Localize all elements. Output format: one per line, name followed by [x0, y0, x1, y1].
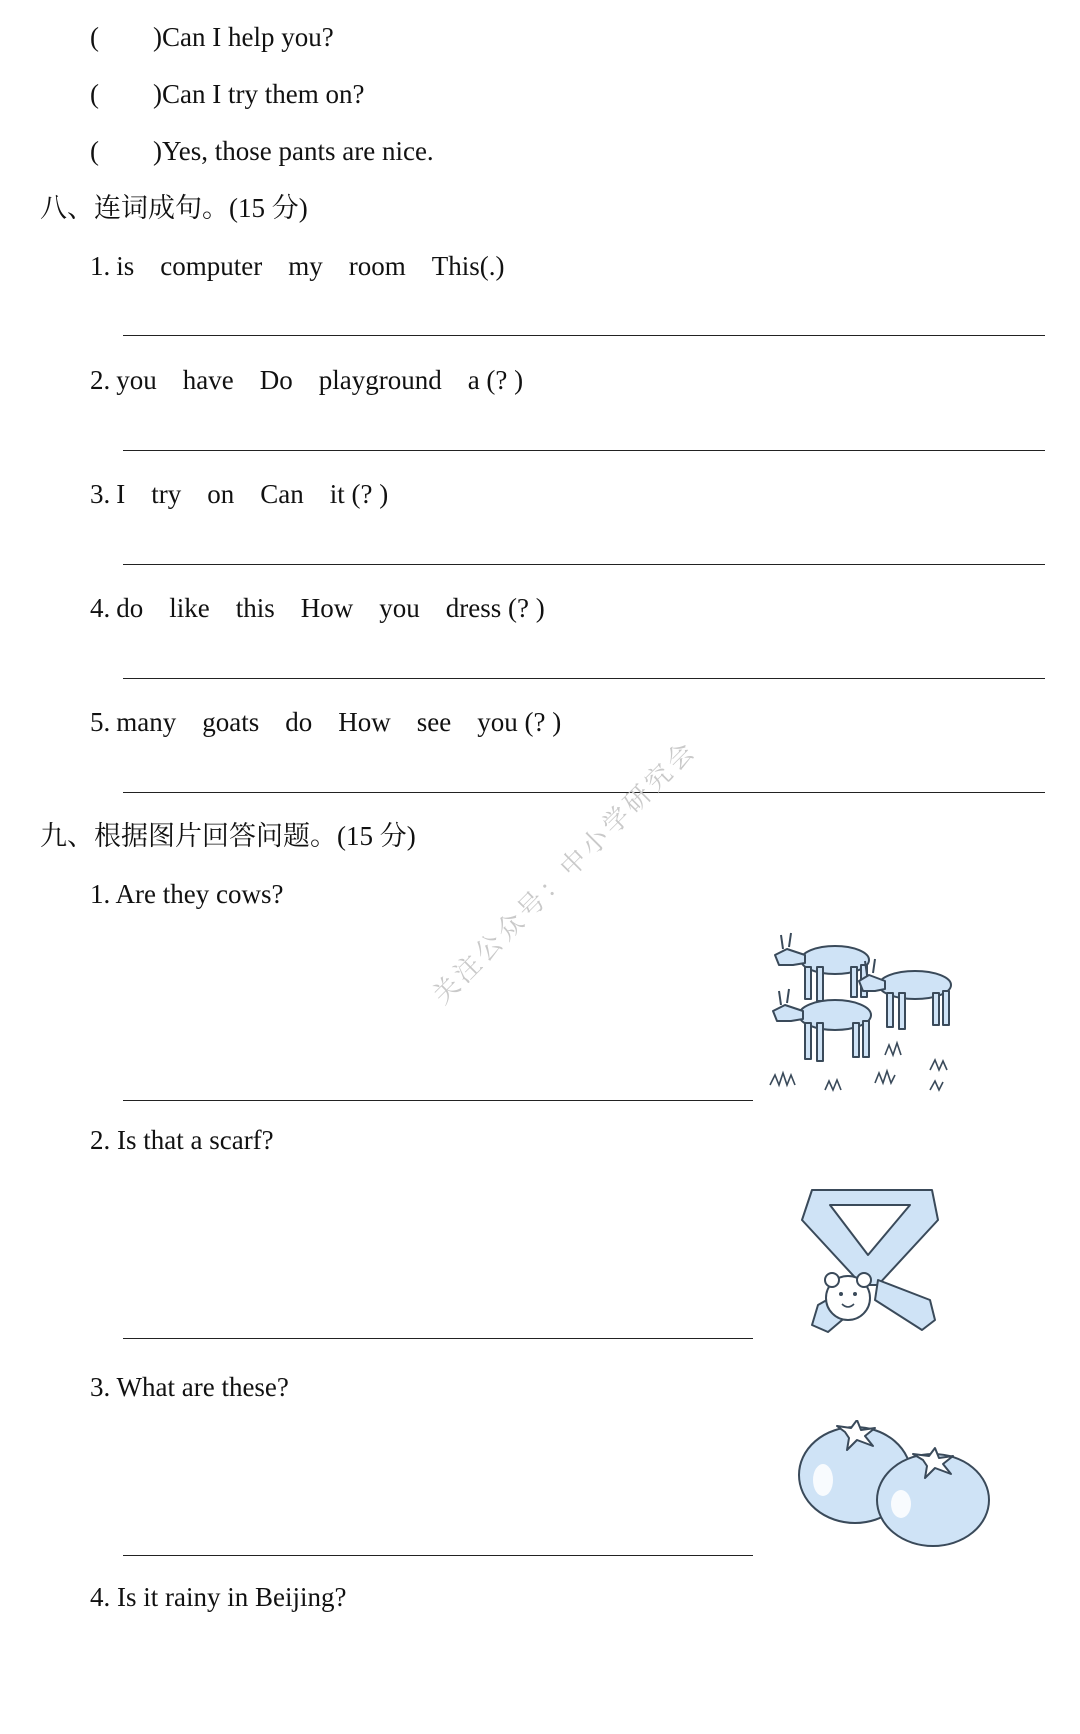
sentence-item-2: 2. you have Do playground a (? ) [90, 365, 524, 395]
match-item-1: ( )Can I help you? [90, 22, 334, 52]
scarf-illustration [790, 1180, 950, 1350]
section-8-title: 八、连词成句。(15 分) [40, 193, 308, 223]
sentence-item-1: 1. is computer my room This(.) [90, 251, 505, 281]
answer-line-2[interactable] [123, 450, 1045, 451]
question-3: 3. What are these? [90, 1372, 289, 1402]
sentence-item-5: 5. many goats do How see you (? ) [90, 707, 562, 737]
answer-line-q2[interactable] [123, 1338, 753, 1339]
sentence-item-4: 4. do like this How you dress (? ) [90, 593, 545, 623]
match-item-2: ( )Can I try them on? [90, 79, 365, 109]
answer-line-3[interactable] [123, 564, 1045, 565]
sentence-item-3: 3. I try on Can it (? ) [90, 479, 389, 509]
answer-line-5[interactable] [123, 792, 1045, 793]
question-4: 4. Is it rainy in Beijing? [90, 1582, 347, 1612]
tomatoes-illustration [795, 1420, 995, 1555]
goats-illustration [765, 925, 980, 1095]
answer-line-4[interactable] [123, 678, 1045, 679]
question-2: 2. Is that a scarf? [90, 1125, 274, 1155]
answer-line-1[interactable] [123, 335, 1045, 336]
match-item-3: ( )Yes, those pants are nice. [90, 136, 434, 166]
question-1: 1. Are they cows? [90, 879, 284, 909]
answer-line-q1[interactable] [123, 1100, 753, 1101]
answer-line-q3[interactable] [123, 1555, 753, 1556]
watermark: 关注公众号：中小学研究会 [427, 734, 704, 1011]
goat-icon [859, 959, 951, 1029]
section-9-title: 九、根据图片回答问题。(15 分) [40, 821, 416, 851]
